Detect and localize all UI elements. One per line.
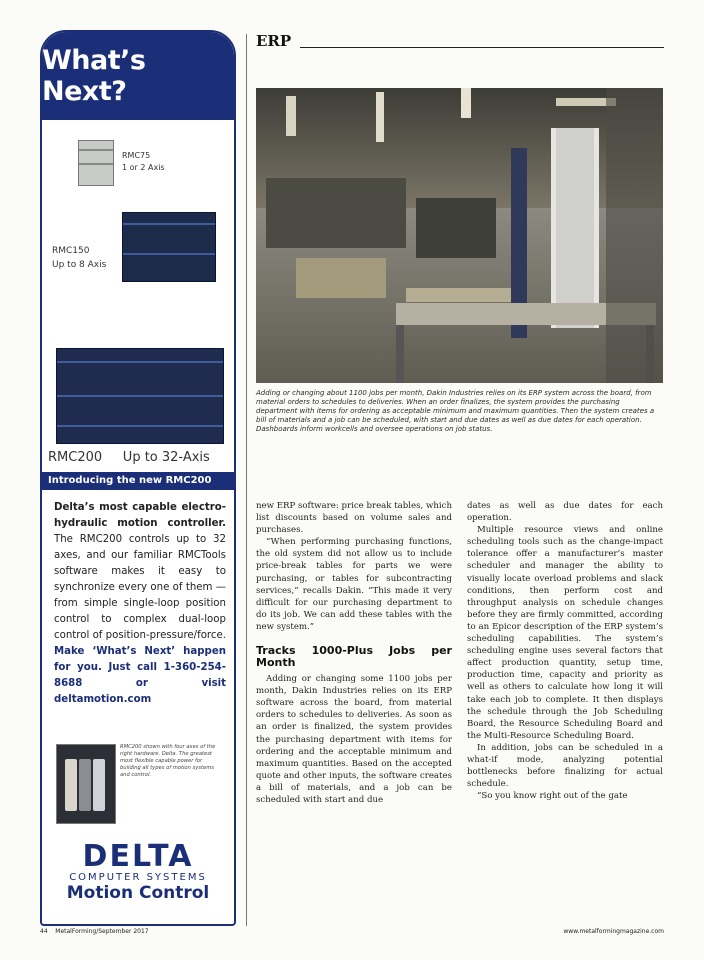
intro-bar: Introducing the new RMC200 <box>42 472 234 490</box>
section-rule <box>300 47 664 48</box>
logo-sub: COMPUTER SYSTEMS <box>69 872 207 883</box>
column-divider <box>246 34 247 926</box>
col1-paragraph-3: Adding or changing some 1100 jobs per month, Dakin Industries relies on its ERP software across the board, from material orders to schedules to deliveries. As soon as an order is finalized, the system provides the purchasing department with items for ordering and the acceptable minimum and maximum quantities. Based on the accepted quote and other inputs, the software creates a bill of materials, and a job can be scheduled with start and due <box>256 674 452 805</box>
product-rmc150 <box>52 244 106 272</box>
ad-header <box>42 32 234 120</box>
product-rmc150-sub: Up to 8 Axis <box>52 260 107 270</box>
article-column-1 <box>256 500 452 806</box>
product-rmc75-name: RMC75 <box>122 151 151 160</box>
section-title: ERP <box>256 32 292 50</box>
ad-photo-caption: RMC200 shown with four axes of the right hardware. Delta. The greatest most flexible capable power for building all types of motion systems and control. <box>120 744 216 778</box>
footer-left: 44 MetalForming/September 2017 <box>40 928 149 935</box>
product-rmc75-sub: 1 or 2 Axis <box>122 163 165 172</box>
product-rmc75 <box>122 150 165 174</box>
article-column-2 <box>467 500 663 802</box>
ad-body-main: The RMC200 controls up to 32 axes, and our familiar RMCTools software makes it easy to synchronize every one of them — from simple single-loop position control to complex dual-loop control of position-pressure/force. <box>54 534 226 641</box>
product-rmc150-name: RMC150 <box>52 246 90 256</box>
logo-tagline: Motion Control <box>66 883 210 903</box>
photo-caption: Adding or changing about 1100 jobs per month, Dakin Industries relies on its ERP system across the board, from material orders to schedules to deliveries. When an order finalizes, the system provides the purchasing department with items for ordering as acceptable minimum and maximum quantities. Then the system creates a bill of materials and a job can be scheduled, with start and due dates as well as due dates for each operation. Dashboards inform workcells and oversee operations on job status. <box>256 389 655 433</box>
rmc75-device-image <box>78 140 114 186</box>
factory-photo-illustration <box>256 88 663 383</box>
col1-paragraph-2: “When performing purchasing functions, the old system did not allow us to include price-break tables for parts we were purchasing, or tables for subcontracting services,” recalls Dakin. “This made it very difficult for our purchasing department to do its job. We can add these tables with the new system.” <box>256 537 452 632</box>
rmc150-device-image <box>122 212 216 282</box>
rmc200-label: RMC200 Up to 32-Axis <box>48 450 210 465</box>
col1-paragraph-1: new ERP software: price break tables, which list discounts based on volume sales and purchases. <box>256 501 453 536</box>
advertisement <box>40 30 236 926</box>
col2-paragraph-4: “So you know right out of the gate <box>477 791 628 802</box>
factory-photo <box>256 88 663 383</box>
ad-body-lead: Delta’s most capable electro-hydraulic motion controller. <box>54 502 226 529</box>
ad-headline: What’s Next? <box>42 45 146 107</box>
col2-paragraph-1: dates as well as due dates for each operation. <box>467 501 663 524</box>
rmc200-device-image <box>56 348 224 444</box>
logo-name: DELTA <box>82 839 194 874</box>
ad-call-to-action[interactable]: Make ‘What’s Next’ happen for you. Just call 1-360-254-8688 or visit deltamotion.com <box>54 646 226 705</box>
footer-right[interactable]: www.metalformingmagazine.com <box>563 928 664 935</box>
ad-body-text <box>54 500 226 708</box>
delta-logo[interactable] <box>42 839 234 903</box>
col2-paragraph-2: Multiple resource views and online scheduling tools such as the change-impact tolerance offer a manufacturer’s master scheduler and manager the ability to visually locate overload problems and slack conditions, then perform cost and throughput analysis on schedule changes before they are firmly committed, according to an Epicor description of the ERP system’s scheduling capabilities. The system’s scheduling engine uses several factors that affect production quantity, setup time, production time, capacity and priority as well as others to calculate how long it will take each job to complete. It then displays the schedule through the Job Scheduling Board, the Resource Scheduling Board and the Multi-Resource Scheduling Board. <box>467 525 663 741</box>
controller-photo <box>56 744 116 824</box>
subheading: Tracks 1000-Plus Jobs per Month <box>256 644 452 670</box>
col2-paragraph-3: In addition, jobs can be scheduled in a what-if mode, analyzing potential bottlenecks before finalizing for actual schedule. <box>467 742 663 790</box>
